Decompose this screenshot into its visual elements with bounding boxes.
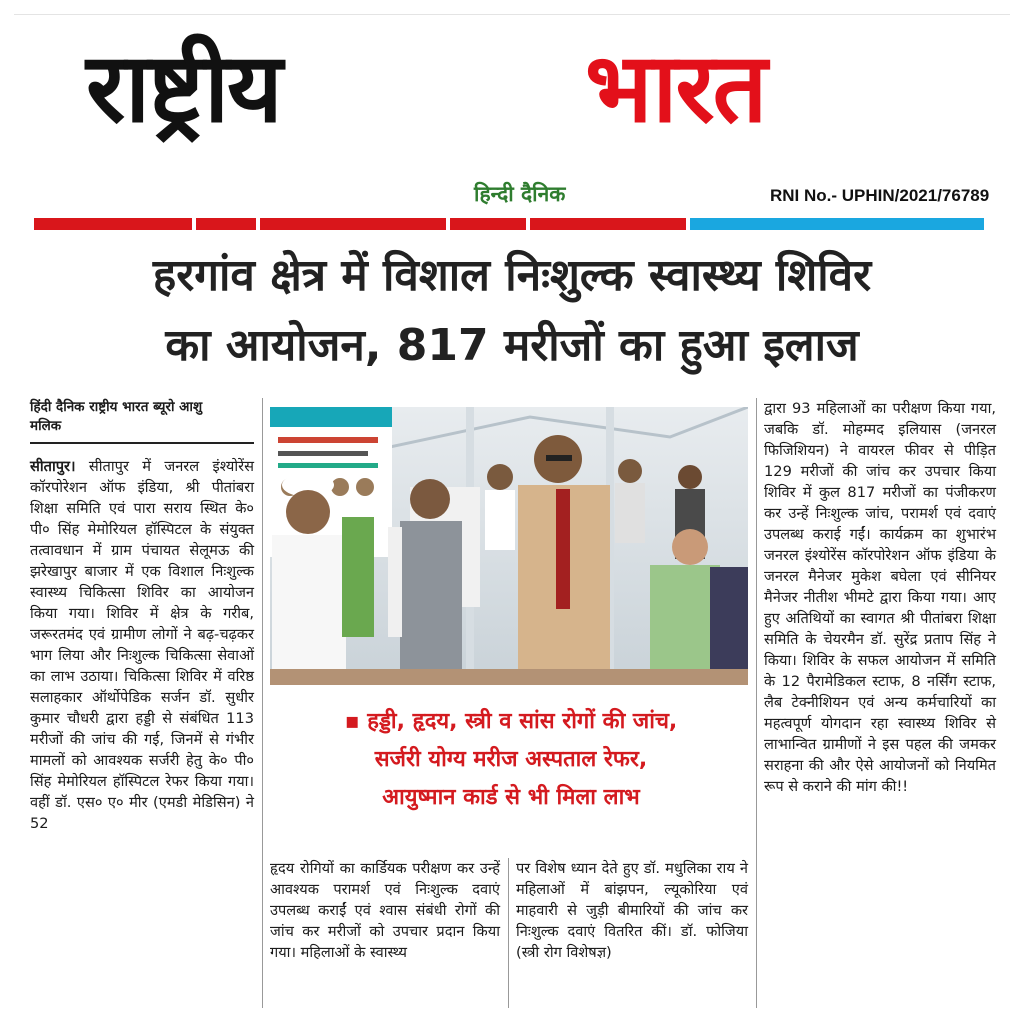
info-bar-segment <box>34 218 192 230</box>
rni-number: RNI No.- UPHIN/2021/76789 <box>770 186 990 205</box>
banner-text <box>278 451 368 456</box>
info-bar-segment <box>260 218 446 230</box>
tie <box>556 489 570 609</box>
byline-line-2: मलिक <box>30 418 62 434</box>
masthead-title-red: भारत <box>585 32 766 144</box>
person-body <box>485 490 515 550</box>
child-head <box>672 529 708 565</box>
masthead-info-bar <box>34 218 996 230</box>
article-column-3: पर विशेष ध्यान देते हुए डॉ. मधुलिका राय ने महिलाओं में बांझपन, ल्यूकोरिया एवं माहवारी से जुड़ी बीमारियों की जांच कर निःशुल्क दवाएं वितरित कीं। डॉ. फोजिया (स्त्री रोग विशेषज्ञ) <box>516 860 748 961</box>
column-divider <box>756 398 757 1008</box>
person-arm <box>388 527 402 637</box>
person-head <box>618 459 642 483</box>
info-bar-segment <box>530 218 686 230</box>
person-body <box>342 517 374 637</box>
pullquote-line-1-text: हड्डी, हृदय, स्त्री व सांस रोगों की जांच, <box>367 709 678 734</box>
column-divider <box>262 398 263 1008</box>
person-body <box>710 567 748 685</box>
column-divider <box>508 858 509 1008</box>
top-rule <box>14 14 1010 15</box>
dateline: सीतापुर। <box>30 458 76 475</box>
column-1-text: सीतापुर में जनरल इंश्योरेंस कॉरपोरेशन ऑफ इंडिया, श्री पीतांबरा शिक्षा समिति एवं पारा सराय स्थित के० पी० सिंह मेमोरियल हॉस्पिटल के संयुक्त तत्वावधान में ग्राम पंचायत सेलूमऊ की झरेखापुर बाजार में एक विशाल निःशुल्क स्वास्थ्य चिकित्सा शिविर का आयोजन किया गया। शिविर में क्षेत्र के गरीब, जरूरतमंद एवं ग्रामीण लोगों ने बढ़-चढ़कर भाग लिया और निःशुल्क चिकित्सा सेवाओं का लाभ उठाया। चिकित्सा शिविर में वरिष्ठ सलाहकार ऑर्थोपेडिक सर्जन डॉ. सुधीर कुमार चौधरी द्वारा हड्डी से संबंधित 113 मरीजों की जांच की गई, जिनमें से गंभीर मामलों को आवश्यक सर्जरी हेतु के० पी० सिंह मेमोरियल हॉस्पिटल रेफर किया गया। वहीं डॉ. एस० ए० मीर (एमडी मेडिसिन) ने 52 <box>30 458 254 832</box>
article-column-1 <box>30 398 254 834</box>
person-body <box>650 565 720 685</box>
banner-portrait <box>356 478 374 496</box>
person-body <box>272 535 346 685</box>
event-photo <box>270 407 748 685</box>
info-bar-segment <box>450 218 526 230</box>
masthead-title-black: राष्ट्रीय <box>86 32 281 144</box>
banner-text <box>278 437 378 443</box>
person-body <box>615 483 645 543</box>
person-head <box>286 490 330 534</box>
banner-header <box>270 407 392 427</box>
glasses <box>546 455 572 461</box>
pullquote-line-1 <box>274 703 748 741</box>
byline-line-1: हिंदी दैनिक राष्ट्रीय भारत ब्यूरो आशु <box>30 399 203 415</box>
floor <box>270 669 748 685</box>
masthead-subtitle: हिन्दी दैनिक <box>474 182 566 206</box>
info-bar-segment <box>196 218 256 230</box>
article-column-4: द्वारा 93 महिलाओं का परीक्षण किया गया, जबकि डॉ. मोहम्मद इलियास (जनरल फिजिशियन) ने वायरल फीवर से पीड़ित 129 मरीजों की जांच कर उपचार किया शिविर में कुल 817 मरीजों का पंजीकरण कर उन्हें निःशुल्क जांच, परामर्श एवं दवाएं उपलब्ध कराई गईं। कार्यक्रम का शुभारंभ जनरल इंश्योरेंस कॉरपोरेशन ऑफ इंडिया के जनरल मैनेजर मुकेश बघेला एवं सीनियर मैनेजर नीतीश भीमटे द्वारा किया गया। आए हुए अतिथियों का स्वागत श्री पीतांबरा शिक्षा समिति के चेयरमैन डॉ. सुरेंद्र प्रताप सिंह ने किया। शिविर के सफल आयोजन में समिति के 12 पैरामेडिकल स्टाफ, 8 नर्सिंग स्टाफ, लैब टेक्नीशियन एवं अन्य कर्मचारियों का महत्वपूर्ण योगदान रहा स्वास्थ्य शिविर से लाभान्वित ग्रामीणों ने इस पहल की जमकर सराहना की और ऐसे आयोजनों को नियमित रूप से कराने की मांग की!! <box>764 400 996 795</box>
pullquote <box>274 703 748 817</box>
event-photo-illustration <box>270 407 748 685</box>
headline-line-2: का आयोजन, 817 मरीजों का हुआ इलाज <box>165 320 859 371</box>
article-column-2: हृदय रोगियों का कार्डियक परीक्षण कर उन्हें आवश्यक परामर्श एवं निःशुल्क दवाएं उपलब्ध कराईं एवं श्वास संबंधी रोगों की जांच कर मरीजों को उपचार प्रदान किया गया। महिलाओं के स्वास्थ्य <box>270 860 500 961</box>
banner-portrait <box>331 478 349 496</box>
info-bar-segment <box>690 218 984 230</box>
person-head <box>410 479 450 519</box>
person-head <box>678 465 702 489</box>
headline-line-1: हरगांव क्षेत्र में विशाल निःशुल्क स्वास्थ्य शिविर <box>152 250 872 301</box>
byline <box>30 398 254 444</box>
banner-text <box>278 463 378 468</box>
person-head <box>487 464 513 490</box>
pullquote-bullet: ▪ <box>344 709 360 734</box>
pullquote-line-3: आयुष्मान कार्ड से भी मिला लाभ <box>382 785 640 810</box>
pullquote-line-2: सर्जरी योग्य मरीज अस्पताल रेफर, <box>374 747 648 772</box>
person-body <box>400 521 462 685</box>
column-1-body <box>30 456 254 834</box>
